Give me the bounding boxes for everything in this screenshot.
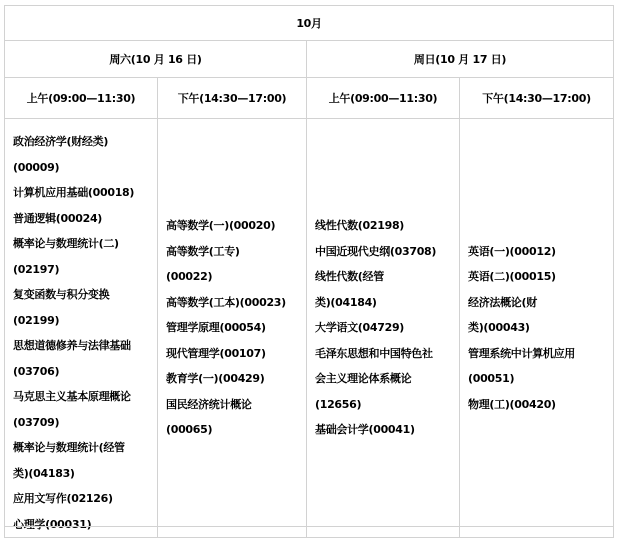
day-header-sunday: 周日(10 月 17 日): [307, 41, 614, 78]
subject-list: [307, 213, 459, 443]
subject-line: 计算机应用基础(00018): [13, 186, 135, 199]
subject-line: 类)(00043): [468, 321, 530, 335]
subject-line: (02197): [13, 262, 60, 276]
subject-line: (00022): [166, 270, 213, 284]
bottom-rule: [4, 526, 613, 527]
subject-line: 类)(04184): [315, 295, 377, 309]
subject-line: (12656): [315, 397, 362, 411]
subject-line: 线性代数(02198): [315, 219, 405, 233]
session-header: 下午(14:30—17:00): [158, 78, 307, 119]
subject-line: 教育学(一)(00429): [166, 372, 265, 386]
subject-line: 会主义理论体系概论: [315, 372, 412, 386]
subject-line: 复变函数与积分变换: [13, 288, 110, 301]
subject-line: 管理学原理(00054): [166, 321, 266, 335]
subject-line: 心理学(00031): [13, 517, 92, 531]
subject-line: 应用文写作(02126): [13, 492, 113, 505]
subject-line: 线性代数(经管: [315, 270, 384, 284]
subject-line: 中国近现代史纲(03708): [315, 244, 437, 258]
subject-line: 高等数学(工专): [166, 244, 240, 258]
subject-line: (03709): [13, 415, 60, 429]
subject-list: [158, 213, 306, 443]
subject-line: 概率论与数理统计(经管: [13, 441, 125, 454]
subject-line: 类)(04183): [13, 466, 75, 480]
day-header-saturday: 周六(10 月 16 日): [5, 41, 307, 78]
subject-line: 现代管理学(00107): [166, 346, 266, 360]
session-header: 上午(09:00—11:30): [5, 78, 158, 119]
subject-line: 毛泽东思想和中国特色社: [315, 346, 433, 360]
subject-line: (02199): [13, 313, 60, 327]
subject-line: 思想道德修养与法律基础: [13, 339, 131, 352]
subjects-cell-sun-am: [307, 119, 460, 538]
subject-line: 管理系统中计算机应用: [468, 346, 575, 360]
session-header: 上午(09:00—11:30): [307, 78, 460, 119]
subject-line: 高等数学(工本)(00023): [166, 295, 286, 309]
subject-line: 高等数学(一)(00020): [166, 219, 276, 233]
subject-line: (00065): [166, 423, 213, 437]
subject-line: 大学语文(04729): [315, 321, 405, 335]
subject-line: 马克思主义基本原理概论: [13, 390, 131, 403]
subject-list: [460, 239, 613, 418]
subject-list: [5, 119, 157, 537]
subject-line: 政治经济学(财经类): [13, 135, 109, 148]
subjects-cell-sat-am: [5, 119, 158, 538]
subject-line: 物理(工)(00420): [468, 397, 556, 411]
subject-line: 基础会计学(00041): [315, 423, 415, 437]
subject-line: (00009): [13, 160, 60, 174]
subject-line: 英语(一)(00012): [468, 244, 556, 258]
subject-line: (03706): [13, 364, 60, 378]
subject-line: 经济法概论(财: [468, 295, 537, 309]
subject-line: 普通逻辑(00024): [13, 211, 103, 225]
subject-line: (00051): [468, 372, 515, 386]
month-header: 10月: [5, 6, 614, 41]
session-header: 下午(14:30—17:00): [460, 78, 614, 119]
subject-line: 国民经济统计概论: [166, 397, 252, 411]
schedule-table: [4, 5, 614, 538]
subjects-cell-sun-pm: [460, 119, 614, 538]
subjects-cell-sat-pm: [158, 119, 307, 538]
subject-line: 概率论与数理统计(二): [13, 237, 119, 250]
subject-line: 英语(二)(00015): [468, 270, 556, 284]
